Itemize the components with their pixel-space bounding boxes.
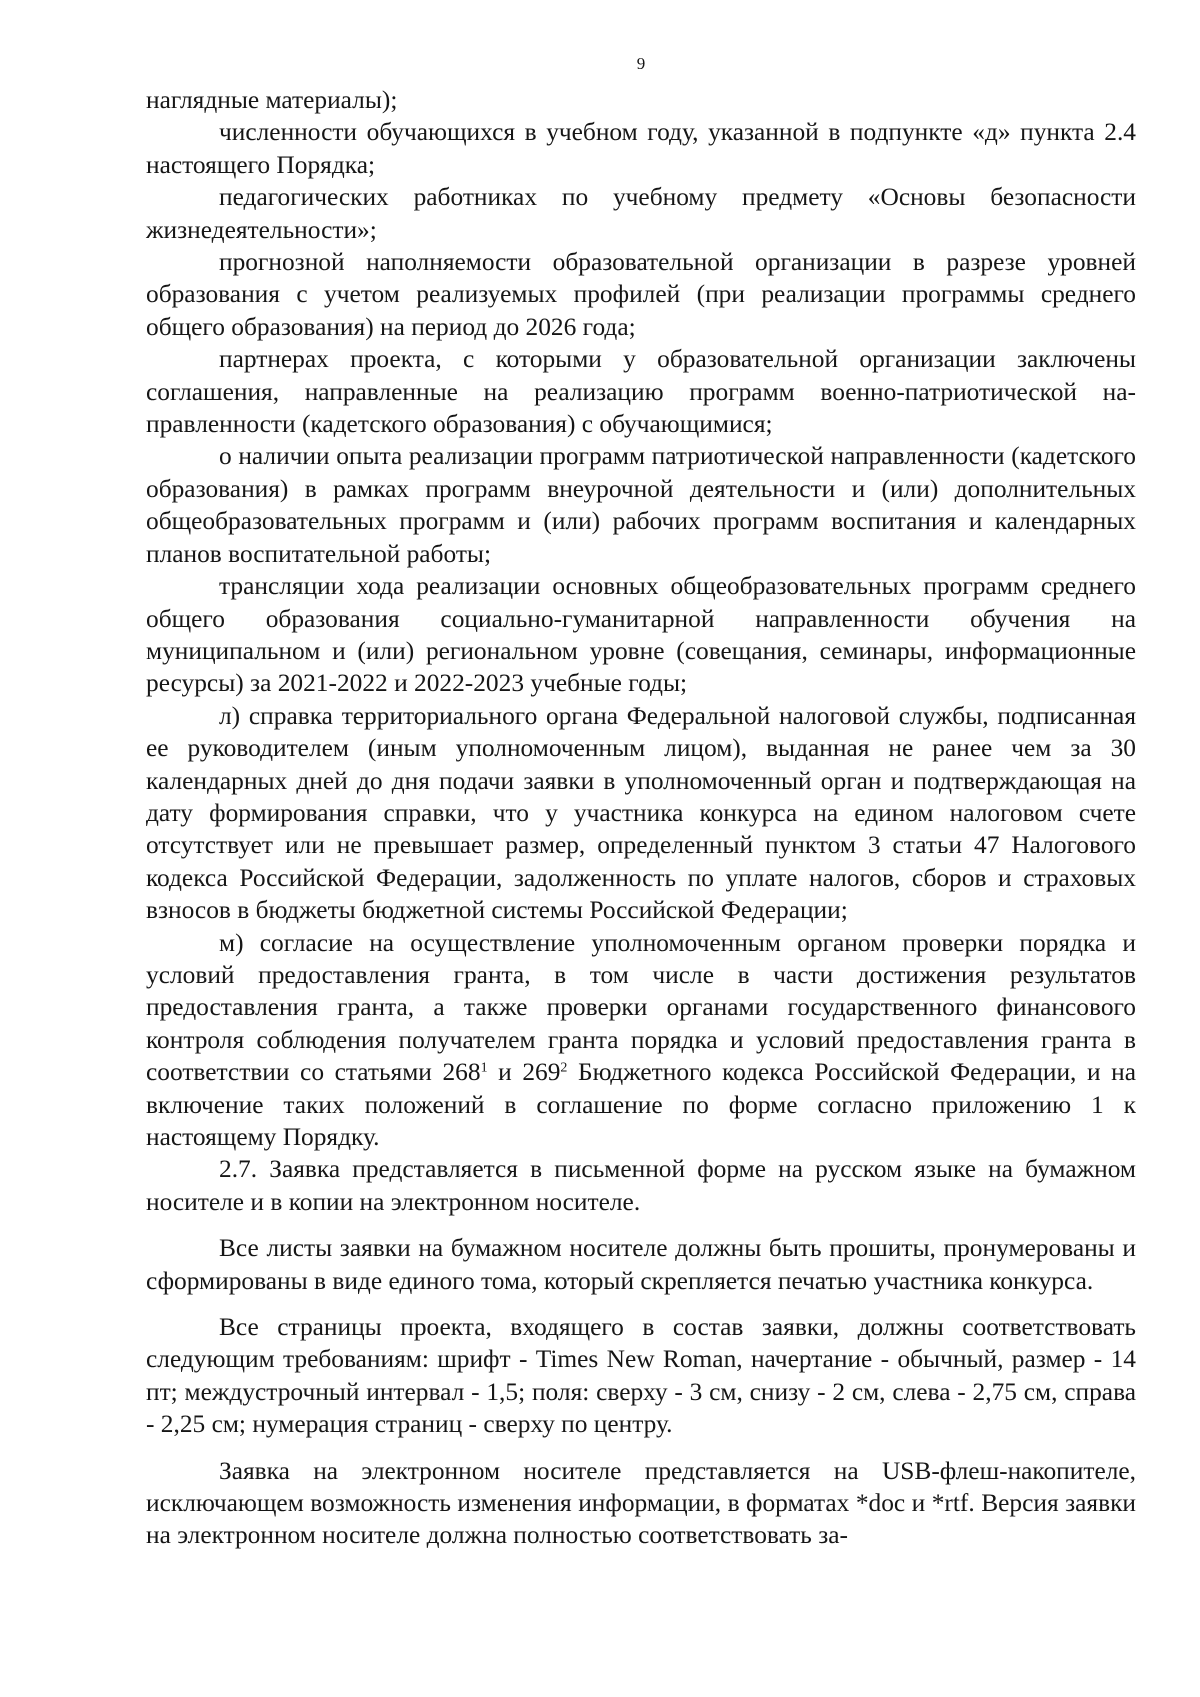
paragraph-13: Заявка на электронном носителе представляется на USB-флеш-накопителе, исключающем возможность изменения информации, в форматах *doc и *rtf. Версия заявки на электронном носителе должна полностью соответствовать за- [146,1456,1136,1550]
paragraph-9-part-1: м) согласие на осуществление уполномоченным органом проверки порядка и условий предоставления гранта, в том числе в части достижения результатов предоставления гранта, а также проверки органами государственного финансового контроля соблюдения получателем гранта порядка и условий предоставления гранта в соответствии со статьями 268 [146,928,1136,1087]
paragraph-12: Все страницы проекта, входящего в состав заявки, должны соответствовать следующим требованиям: шрифт - Times New Roman, начертание - обычный, размер - 14 пт; междустрочный интервал - 1,5; поля: сверху - 3 см, снизу - 2 см, слева - 2,75 см, справа - 2,25 см; нумерация страниц - сверху по центру. [146,1313,1136,1439]
paragraph-9-part-2: и 269 [487,1058,561,1087]
paragraph-8: л) справка территориального органа Федеральной налоговой службы, подписанная ее руководителем (иным уполномоченным лицом), выданная не ранее чем за 30 календарных дней до дня подачи заявки в уполномоченный орган и подтверждающая на дату формирования справки, что у участника конкурса на едином налоговом счете отсутствует или не превышает размер, определенный пунктом 3 статьи 47 Налогового кодекса Российской Федерации, задолженность по уплате налогов, сборов и страховых взносов в бюджеты бюджетной системы Российской Федерации; [146,701,1136,925]
paragraph-6: о наличии опыта реализации программ патриотической направленности (кадетского образования) в рамках программ внеурочной деятельности и (или) дополнительных общеобразовательных программ и (или) рабочих программ воспитания и календарных планов воспитательной работы; [146,442,1136,568]
paragraph-9 [146,927,1136,1154]
paragraph-3: педагогических работниках по учебному предмету «Основы безопасности жизнедеятельности»; [146,183,1136,244]
superscript-2: 2 [560,1060,568,1076]
paragraph-1: наглядные материалы); [146,86,398,114]
paragraph-11: Все листы заявки на бумажном носителе должны быть прошиты, пронумерованы и сформированы в виде единого тома, который скрепляется печатью участника конкурса. [146,1234,1136,1295]
paragraph-2: численности обучающихся в учебном году, указанной в подпункте «д» пункта 2.4 настоящего Порядка; [146,118,1136,179]
document-page [146,54,1136,1552]
superscript-1: 1 [480,1060,488,1076]
paragraph-4: прогнозной наполняемости образовательной организации в разрезе уровней образования с учетом реализуемых профилей (при реализации программы среднего общего образования) на период до 2026 года; [146,248,1136,341]
paragraph-5: партнерах проекта, с которыми у образовательной организации заключены соглашения, направленные на реализацию программ военно-патриотической направленности (кадетского образования) с обучающимися; [146,345,1136,439]
paragraph-9-part-3: Бюджетного кодекса Российской Федерации, и на включение таких положений в соглашение по форме согласно приложению 1 к настоящему Порядку. [146,1058,1136,1151]
paragraph-10: 2.7. Заявка представляется в письменной форме на русском языке на бумажном носителе и в копии на электронном носителе. [146,1155,1136,1216]
page-number: 9 [636,54,646,73]
paragraph-7: трансляции хода реализации основных общеобразовательных программ среднего общего образования социально-гуманитарной направленности обучения на муниципальном и (или) региональном уровне (совещания, семинары, информационные ресурсы) за 2021-2022 и 2022-2023 учебные годы; [146,572,1136,698]
